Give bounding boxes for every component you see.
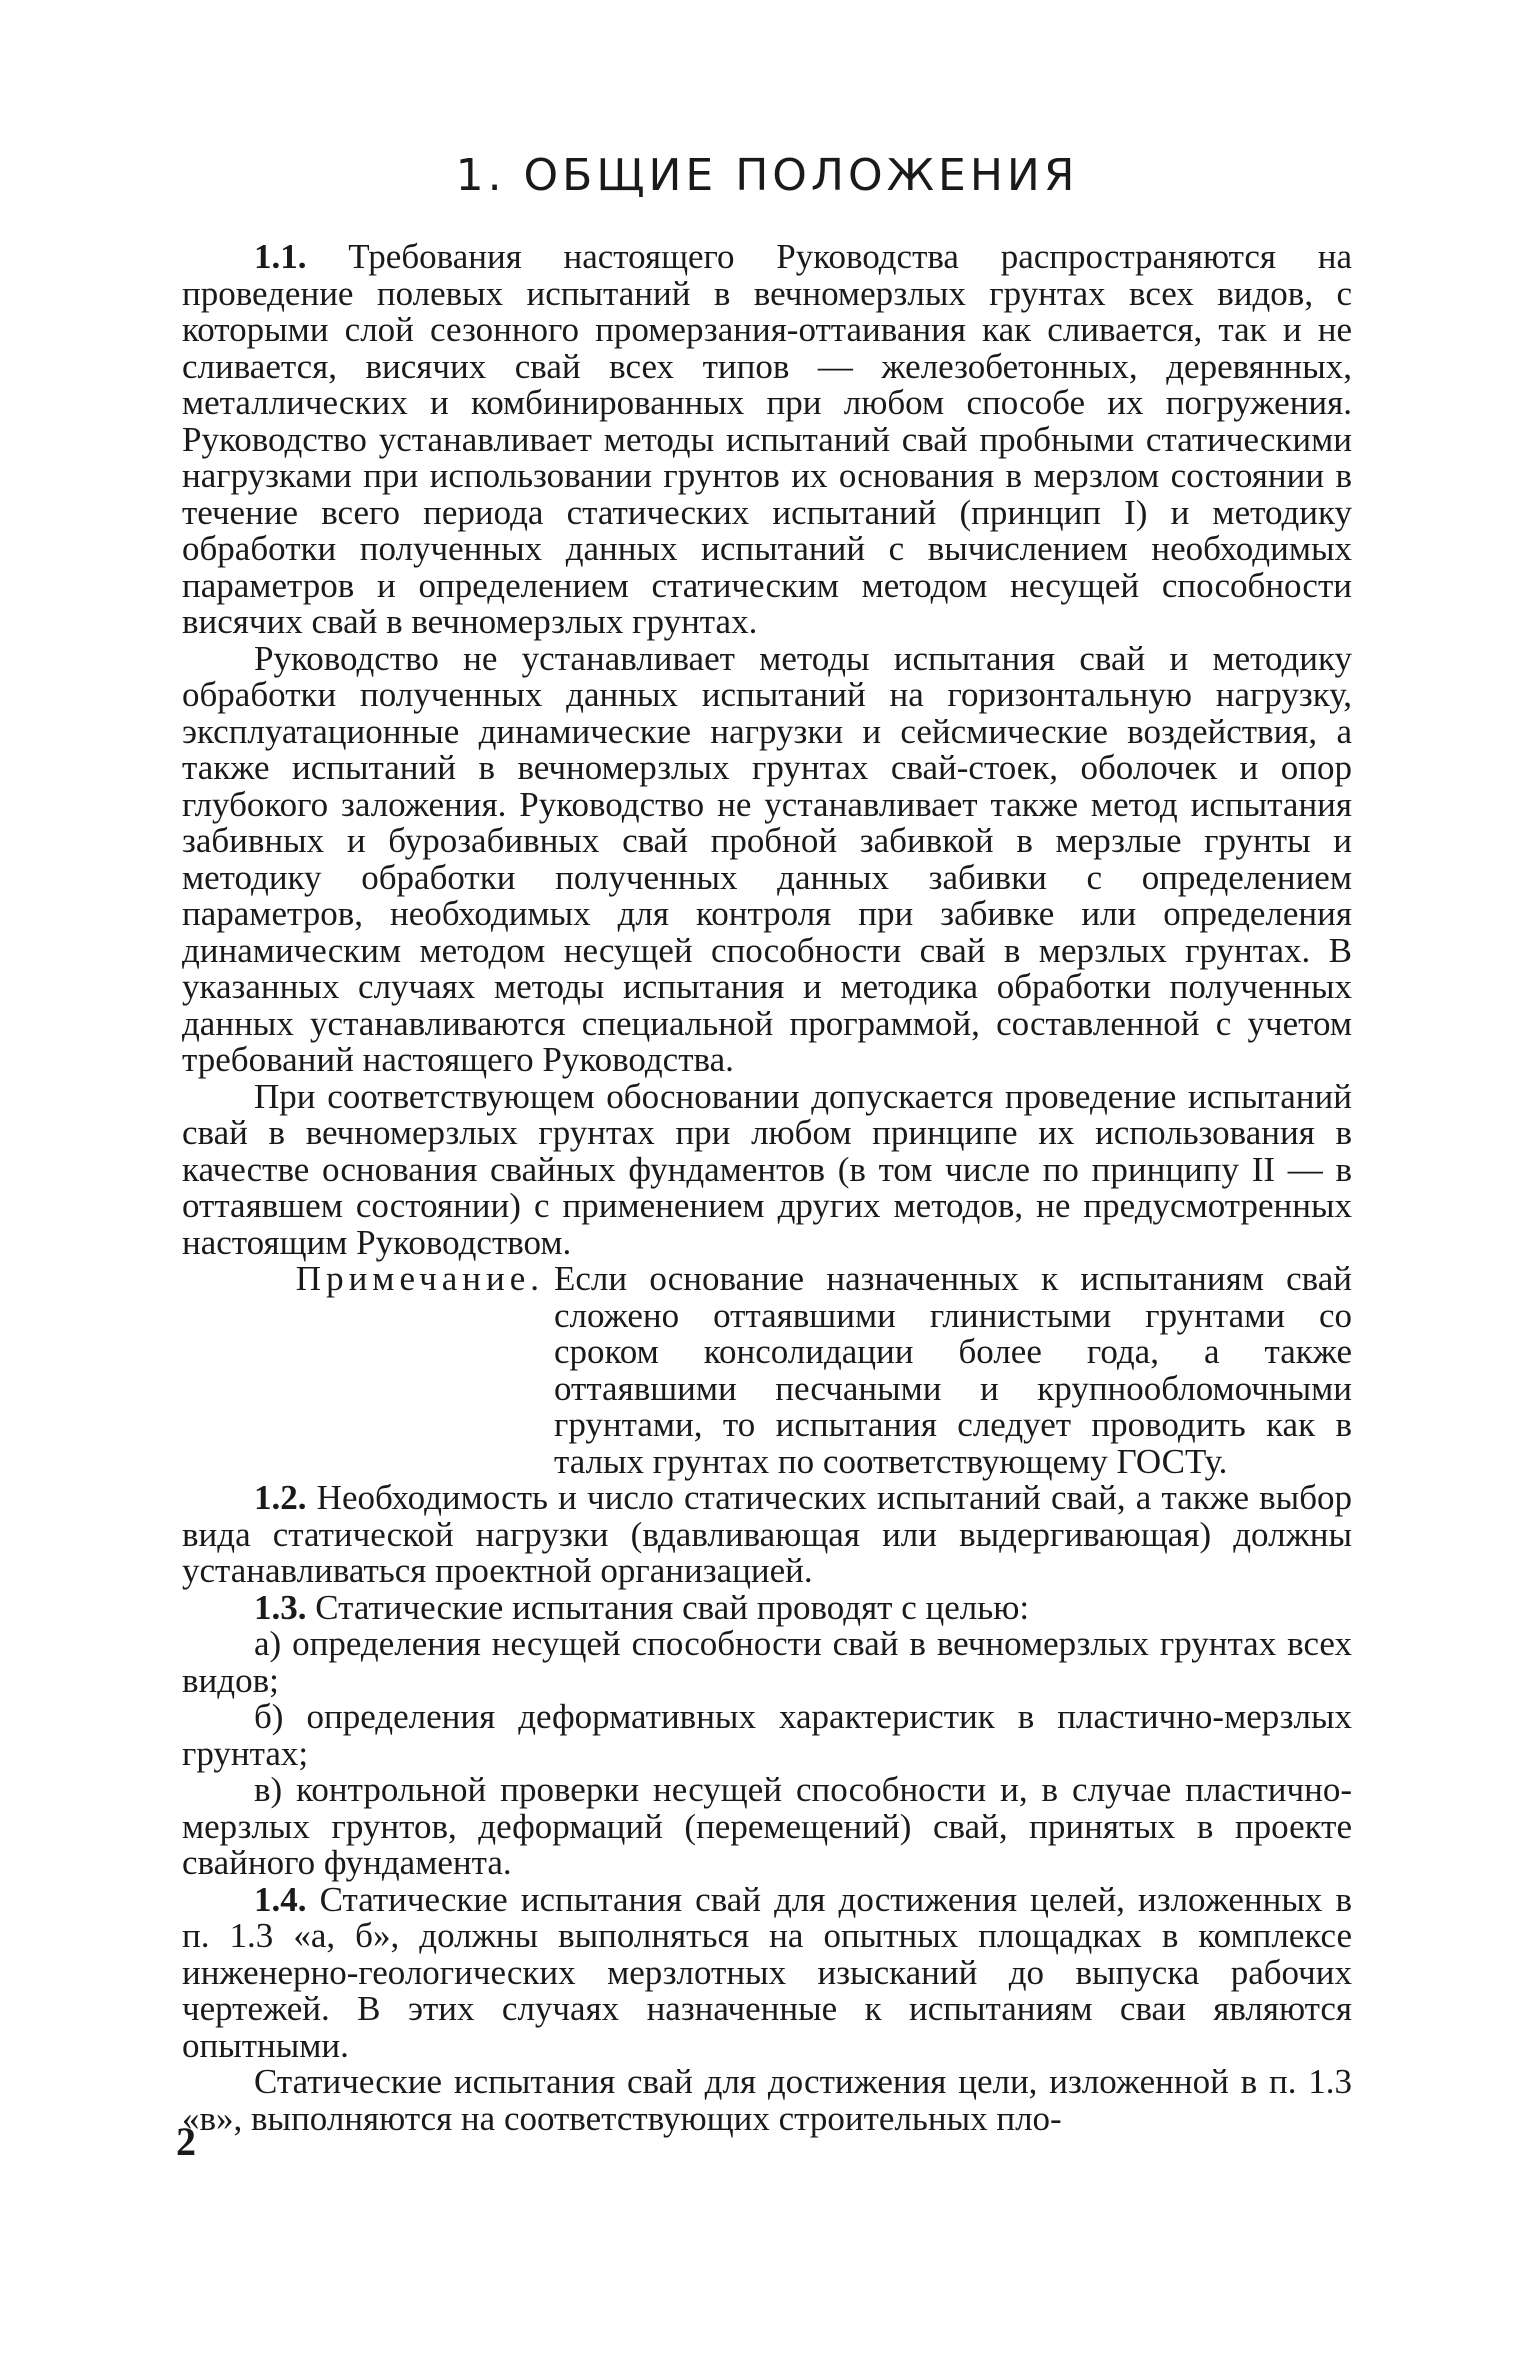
paragraph-1-1-scope: Руководство не устанавливает методы испытания свай и методику обработки полученных данных испытаний на горизонтальную нагрузку, эксплуатационные динамические нагрузки и сейсмические воздействия, а также испытаний в вечномерзлых грунтах свай-стоек, оболочек и опор глубокого заложения. Руководство не устанавливает также метод испытания забивных и бурозабивных свай пробной забивкой в мерзлые грунты и методику обработки полученных данных забивки с определением параметров, необходимых для контроля при забивке или определения динамическим методом несущей способности свай в мерзлых грунтах. В указанных случаях методы испытания и методика обработки полученных данных устанавливаются специальной программой, составленной с учетом требований настоящего Руководства. <box>182 638 1352 1079</box>
clause-number: 1.2. <box>254 1478 307 1517</box>
paragraph-text: Требования настоящего Руководства распространяются на проведение полевых испытаний в вечномерзлых грунтах всех видов, с которыми слой сезонного промерзания-оттаивания как сливается, так и не сливается, висячих свай всех типов — железобетонных, деревянных, металлических и комбинированных при любом способе их погружения. Руководство устанавливает методы испытаний свай пробными статическими нагрузками при использовании грунтов их основания в мерзлом состоянии в течение всего периода статических испытаний (принцип I) и методику обработки полученных данных испытаний с вычислением необходимых параметров и определением статическим методом несущей способности висячих свай в вечномерзлых грунтах. <box>182 237 1353 641</box>
paragraph-text: Необходимость и число статических испытаний свай, а также выбор вида статической нагрузки (вдавливающая или выдергивающая) должны устанавливаться проектной организацией. <box>182 1478 1353 1590</box>
paragraph-1-4-continued: Статические испытания свай для достижения цели, изложенной в п. 1.3 «в», выполняются на соответствующих строительных пло- <box>182 2062 1352 2138</box>
clause-number: 1.3. <box>254 1587 307 1627</box>
note-text: Если основание назначенных к испытаниям свай сложено оттаявшими глинистыми грунтами со сроком консолидации более года, а также оттаявшими песчаными и крупнообломочными грунтами, то испытания следует проводить как в талых грунтах по соответствующему ГОСТу. <box>554 1259 1352 1481</box>
paragraph-1-1-methods: При соответствующем обосновании допускается проведение испытаний свай в вечномерзлых грунтах при любом принципе их использования в качестве основания свайных фундаментов (в том числе по принципу II — в оттаявшем состоянии) с применением других методов, не предусмотренных настоящим Руководством. <box>182 1076 1352 1262</box>
document-page <box>182 150 1352 2137</box>
paragraph-text: Статические испытания свай для достижения целей, изложенных в п. 1.3 «а, б», должны выполняться на опытных площадках в комплексе инженерно-геологических мерзлотных изысканий до выпуска рабочих чертежей. В этих случаях назначенные к испытаниям сваи являются опытными. <box>182 1879 1353 2065</box>
paragraph-1-3 <box>182 1587 1352 1627</box>
section-title: 1. ОБЩИЕ ПОЛОЖЕНИЯ <box>455 150 1079 201</box>
paragraph-1-2 <box>182 1480 1352 1590</box>
list-item-b: б) определения деформативных характеристик в пластично-мерзлых грунтах; <box>182 1697 1352 1773</box>
clause-number: 1.4. <box>254 1879 307 1919</box>
note-label: Примечание. <box>295 1259 544 1298</box>
paragraph-1-4 <box>182 1879 1353 2065</box>
paragraph-1-1 <box>182 239 1352 641</box>
note-block <box>182 1261 1352 1480</box>
clause-number: 1.1. <box>254 237 307 276</box>
list-item-a: а) определения несущей способности свай в вечномерзлых грунтах всех видов; <box>182 1624 1352 1700</box>
page-number: 2 <box>176 2119 196 2164</box>
list-item-c: в) контрольной проверки несущей способности и, в случае пластично-мерзлых грунтов, деформаций (перемещений) свай, принятых в проекте свайного фундамента. <box>182 1770 1352 1882</box>
paragraph-text: Статические испытания свай проводят с целью: <box>315 1587 1030 1627</box>
